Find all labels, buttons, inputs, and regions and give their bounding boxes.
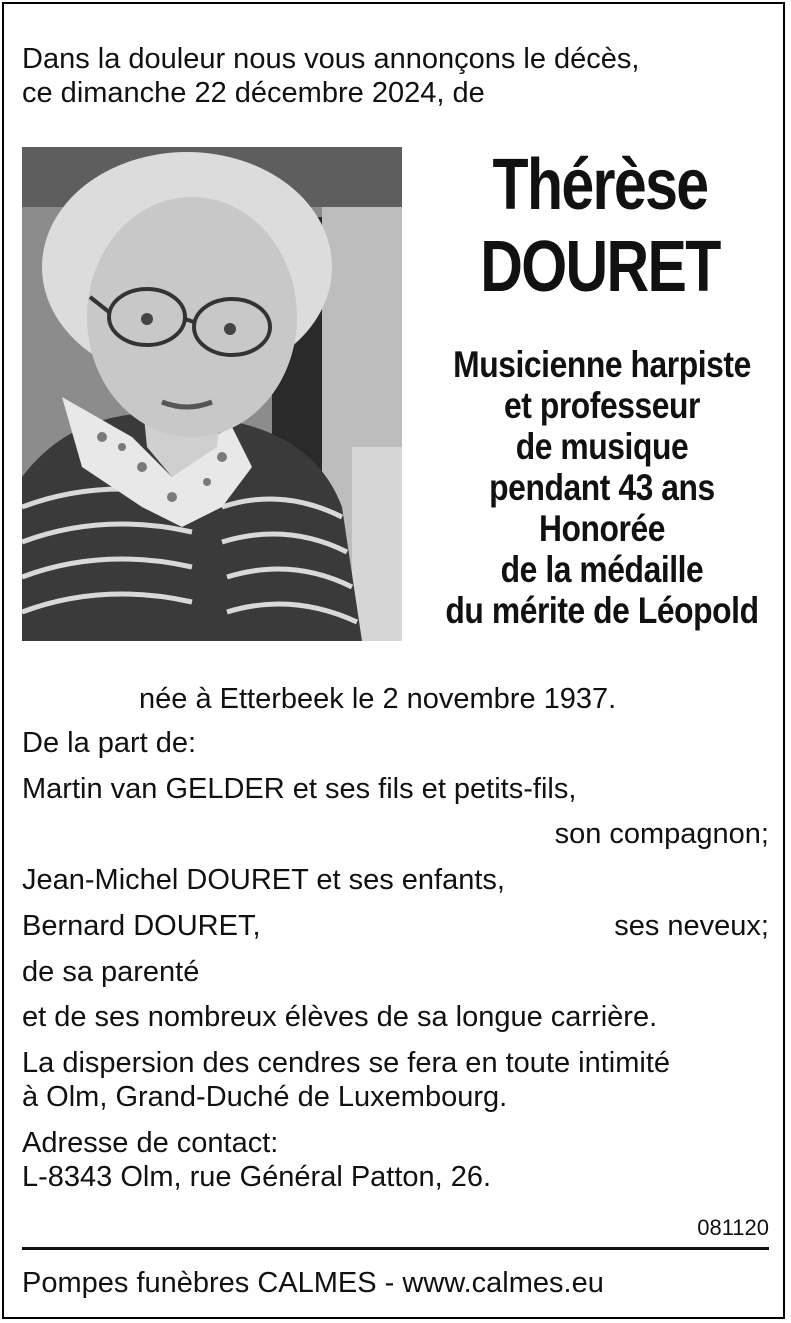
family-relatives: de sa parenté [22,956,200,988]
dispersion-line-2: à Olm, Grand-Duché de Luxembourg. [22,1081,508,1113]
title-line: pendant 43 ans [489,467,715,508]
deceased-last-name: DOURET [480,227,720,307]
family-martin-role: son compagnon; [554,818,769,850]
obituary-notice [2,2,785,1319]
family-jean-michel: Jean-Michel DOURET et ses enfants, [22,864,505,896]
family-nephews-role: ses neveux; [614,910,769,942]
portrait-illustration [22,147,402,641]
footer-divider [22,1247,769,1250]
title-line: et professeur [503,385,700,426]
title-line: du mérite de Léopold [445,590,759,631]
deceased-first-name: Thérèse [492,145,708,225]
family-students: et de ses nombreux élèves de sa longue carrière. [22,1001,658,1033]
intro-line-1: Dans la douleur nous vous annonçons le décès, [22,43,640,75]
reference-number: 081120 [697,1215,769,1240]
title-line: Musicienne harpiste [453,344,751,385]
title-line: de musique [515,426,689,467]
family-intro: De la part de: [22,727,197,759]
funeral-home-footer: Pompes funèbres CALMES - www.calmes.eu [22,1267,604,1299]
deceased-title [416,344,788,631]
contact-address: L-8343 Olm, rue Général Patton, 26. [22,1161,492,1193]
family-bernard: Bernard DOURET, [22,910,261,942]
intro-line-2: ce dimanche 22 décembre 2024, de [22,77,485,109]
contact-label: Adresse de contact: [22,1127,279,1159]
portrait-photo [22,147,402,641]
title-line: de la médaille [500,549,704,590]
birth-info: née à Etterbeek le 2 novembre 1937. [139,683,617,715]
dispersion-line-1: La dispersion des cendres se fera en toute intimité [22,1047,671,1079]
announcement-intro [22,42,769,110]
family-martin: Martin van GELDER et ses fils et petits-fils, [22,773,577,805]
title-line: Honorée [538,508,666,549]
